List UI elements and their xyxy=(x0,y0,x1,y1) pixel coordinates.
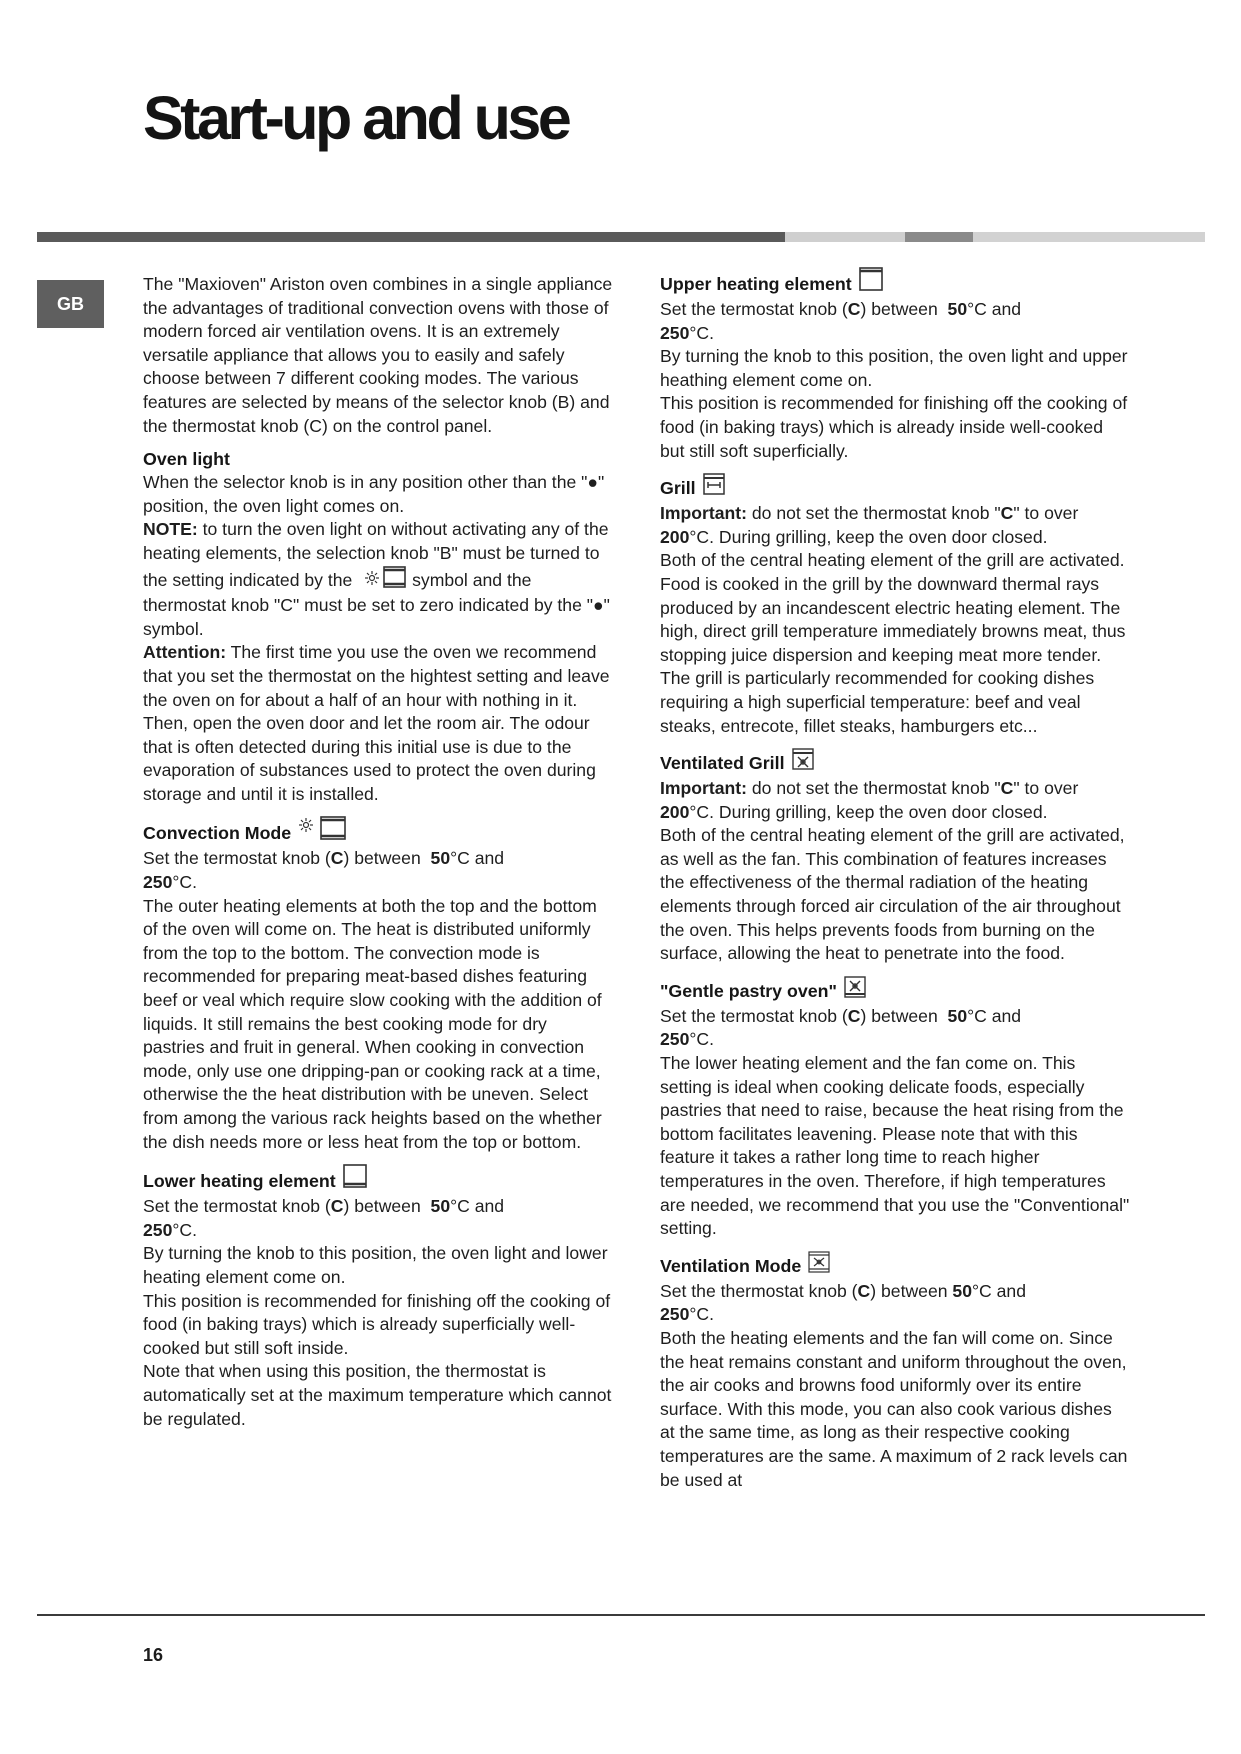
ventilated-grill-heading xyxy=(660,747,1130,777)
lower-heating-p1: By turning the knob to this position, the oven light and lower heating element come on. xyxy=(143,1243,608,1287)
set-text: °C and xyxy=(450,1196,505,1217)
lower-heating-heading xyxy=(143,1163,613,1195)
language-tab: GB xyxy=(37,280,104,328)
ventilation-settings xyxy=(660,1280,1130,1327)
pastry-body: The lower heating element and the fan come on. This setting is ideal when cooking delicate foods, especially pastries that need to raise, because the heat rising from the bottom facilitates leavening. Please note that with this feature it takes a rather long time to reach higher temperatures in the oven. Therefore, if high temperatures are needed, we recommend that you use the "Conventional" setting. xyxy=(660,1053,1130,1239)
attention-paragraph xyxy=(143,641,613,806)
pastry-settings xyxy=(660,1005,1130,1052)
set-text: Set the termostat knob ( xyxy=(660,299,848,319)
header-bar xyxy=(37,232,1205,242)
set-text: °C and xyxy=(972,1280,1026,1301)
temp-high: 250 xyxy=(143,872,173,893)
pastry-heading-text: "Gentle pastry oven" xyxy=(660,980,837,1001)
lower-heating-p3: Note that when using this position, the thermostat is automatically set at the maximum temperature which cannot be regulated. xyxy=(143,1361,612,1429)
upper-heating-settings xyxy=(660,298,1130,345)
fan-oven-icon xyxy=(363,566,407,595)
note-text-b: symbol and the thermostat knob "C" must be set to zero indicated by the "●" symbol. xyxy=(143,569,610,639)
header-bar-mid-segment xyxy=(905,232,973,242)
convection-heading-text: Convection Mode xyxy=(143,823,292,844)
attention-label: Attention: xyxy=(143,642,227,663)
ventilated-grill-body: Both of the central heating element of the grill are activated, as well as the fan. This combination of features increases the effectiveness of the thermal radiation of the heating elements through forced air circulation of the air throughout the oven. This helps prevents foods from burning on the surface, allowing the heat to penetrate into the food. xyxy=(660,825,1125,964)
temp-high: 250 xyxy=(660,1304,690,1325)
ventilated-grill-icon xyxy=(791,747,815,777)
pastry-heading xyxy=(660,975,1130,1005)
set-text: °C and xyxy=(967,299,1022,319)
important-text: °C. During grilling, keep the oven door closed. xyxy=(689,801,1048,822)
important-label: Important: xyxy=(660,778,747,799)
set-text: Set the termostat knob ( xyxy=(143,1196,331,1217)
set-text: °C. xyxy=(689,322,714,343)
important-text: °C. During grilling, keep the oven door closed. xyxy=(689,526,1048,547)
upper-heating-p1: By turning the knob to this position, the oven light and upper heathing element come on. xyxy=(660,346,1128,390)
temp-low: 50 xyxy=(952,1280,972,1301)
note-label: NOTE: xyxy=(143,519,198,540)
temp-low: 50 xyxy=(430,848,451,869)
upper-heating-heading xyxy=(660,266,1130,298)
ventilation-icon xyxy=(807,1250,831,1280)
set-text: °C. xyxy=(689,1304,714,1325)
temp-max: 200 xyxy=(660,801,690,822)
temp-low: 50 xyxy=(947,1005,968,1026)
set-text: Set the termostat knob ( xyxy=(143,848,331,869)
important-text: " to over xyxy=(1013,503,1079,524)
upper-heating-heading-text: Upper heating element xyxy=(660,274,852,294)
pastry-icon xyxy=(843,975,867,1005)
temp-low: 50 xyxy=(947,299,968,319)
temp-high: 250 xyxy=(660,322,690,343)
ventilation-body: Both the heating elements and the fan will come on. Since the heat remains constant and uniform throughout the oven, the air cooks and browns food uniformly over its entire surface. With this mode, you can also cook various dishes at the same time, as long as their respective cooking temperatures are the same. A maximum of 2 rack levels can be used at xyxy=(660,1327,1128,1490)
ventilation-heading xyxy=(660,1250,1130,1280)
knob-letter: C xyxy=(330,848,344,869)
left-column xyxy=(143,273,613,1431)
convection-body: The outer heating elements at both the top and the bottom of the oven will come on. The heat is distributed uniformly from the top to the bottom. The convection mode is recommended for preparing meat-based dishes featuring beef or veal which require slow cooking with the addition of liquids. It still remains the best cooking mode for dry pastries and fruit in general. When cooking in convection mode, only use one dripping-pan or cooking rack at a time, otherwise the the heat distribution with be uneven. Select from among the various rack heights based on the whether the dish needs more or less heat from the top or bottom. xyxy=(143,895,602,1152)
knob-letter: C xyxy=(1000,778,1014,799)
knob-letter: C xyxy=(857,1280,871,1301)
set-text: ) between xyxy=(870,1280,948,1301)
oven-light-heading: Oven light xyxy=(143,449,230,470)
note-text-a: to turn the oven light on without activating any of the heating elements, the selection knob "B" must be turned to the setting indicated by the xyxy=(143,519,609,590)
set-text: ) between xyxy=(343,1196,421,1217)
important-text: do not set the thermostat knob " xyxy=(751,778,1001,799)
set-text: Set the thermostat knob ( xyxy=(660,1280,858,1301)
knob-letter: C xyxy=(847,1005,861,1026)
intro-paragraph: The "Maxioven" Ariston oven combines in a single appliance the advantages of traditional convection ovens with those of modern forced air ventilation ovens. It is an extremely versatile appliance that allows you to easily and safely choose between 7 different cooking modes. The various features are selected by means of the selector knob (B) and the thermostat knob (C) on the control panel. xyxy=(143,274,613,436)
upper-heating-icon xyxy=(858,266,884,298)
lower-heating-p2: This position is recommended for finishing off the cooking of food (in baking trays) which is already superficially well-cooked but still soft inside. xyxy=(143,1290,611,1358)
convection-icon xyxy=(297,815,347,847)
important-text: " to over xyxy=(1013,778,1079,799)
upper-heating-p2: This position is recommended for finishing off the cooking of food (in baking trays) which is already inside well-cooked but still soft superficially. xyxy=(660,393,1128,461)
right-column xyxy=(660,266,1130,1492)
ventilated-grill-heading-text: Ventilated Grill xyxy=(660,753,785,774)
lower-heating-settings xyxy=(143,1195,613,1242)
oven-light-text: When the selector knob is in any position other than the "●" position, the oven light comes on. xyxy=(143,472,605,516)
header-bar-light-segment xyxy=(785,232,905,242)
temp-max: 200 xyxy=(660,526,690,547)
page-title: Start-up and use xyxy=(143,84,569,152)
temp-high: 250 xyxy=(143,1219,173,1240)
knob-letter: C xyxy=(1000,503,1014,524)
grill-icon xyxy=(702,472,726,502)
knob-letter: C xyxy=(847,299,861,319)
set-text: °C. xyxy=(689,1029,714,1050)
important-label: Important: xyxy=(660,503,747,524)
grill-body: Both of the central heating element of the grill are activated. Food is cooked in the grill by the downward thermal rays produced by an incandescent electric heating element. The high, direct grill temperature immediately browns meat, thus stopping juice dispersion and keeping meat more tender. The grill is particularly recommended for cooking dishes requiring a high superficial temperature: beef and veal steaks, entrecote, fillet steaks, hamburgers etc... xyxy=(660,550,1126,736)
lower-heating-icon xyxy=(342,1163,368,1195)
ventilation-heading-text: Ventilation Mode xyxy=(660,1255,802,1276)
important-text: do not set the thermostat knob " xyxy=(751,503,1001,524)
temp-high: 250 xyxy=(660,1029,690,1050)
header-bar-dark-segment xyxy=(37,232,785,242)
attention-text: The first time you use the oven we recommend that you set the thermostat on the hightest setting and leave the oven on for about a half of an hour with nothing in it. Then, open the oven door and let the room air. The odour that is often detected during this initial use is due to the evaporation of substances used to protect the oven during storage and until it is installed. xyxy=(143,642,610,804)
temp-low: 50 xyxy=(430,1196,451,1217)
grill-heading xyxy=(660,472,1130,502)
grill-important xyxy=(660,502,1130,549)
convection-heading xyxy=(143,815,613,847)
set-text: ) between xyxy=(860,1005,938,1026)
lower-heating-heading-text: Lower heating element xyxy=(143,1171,336,1192)
header-bar-light-segment-2 xyxy=(973,232,1205,242)
convection-settings xyxy=(143,847,613,894)
ventilated-grill-important xyxy=(660,777,1130,824)
oven-light-note xyxy=(143,518,613,641)
set-text: Set the termostat knob ( xyxy=(660,1005,848,1026)
set-text: °C. xyxy=(172,872,197,893)
set-text: °C. xyxy=(172,1219,197,1240)
set-text: ) between xyxy=(860,299,938,319)
set-text: ) between xyxy=(343,848,421,869)
page-number: 16 xyxy=(143,1645,164,1665)
set-text: °C and xyxy=(967,1005,1022,1026)
set-text: °C and xyxy=(450,848,505,869)
knob-letter: C xyxy=(330,1196,344,1217)
grill-heading-text: Grill xyxy=(660,478,696,499)
footer-rule xyxy=(37,1614,1205,1616)
